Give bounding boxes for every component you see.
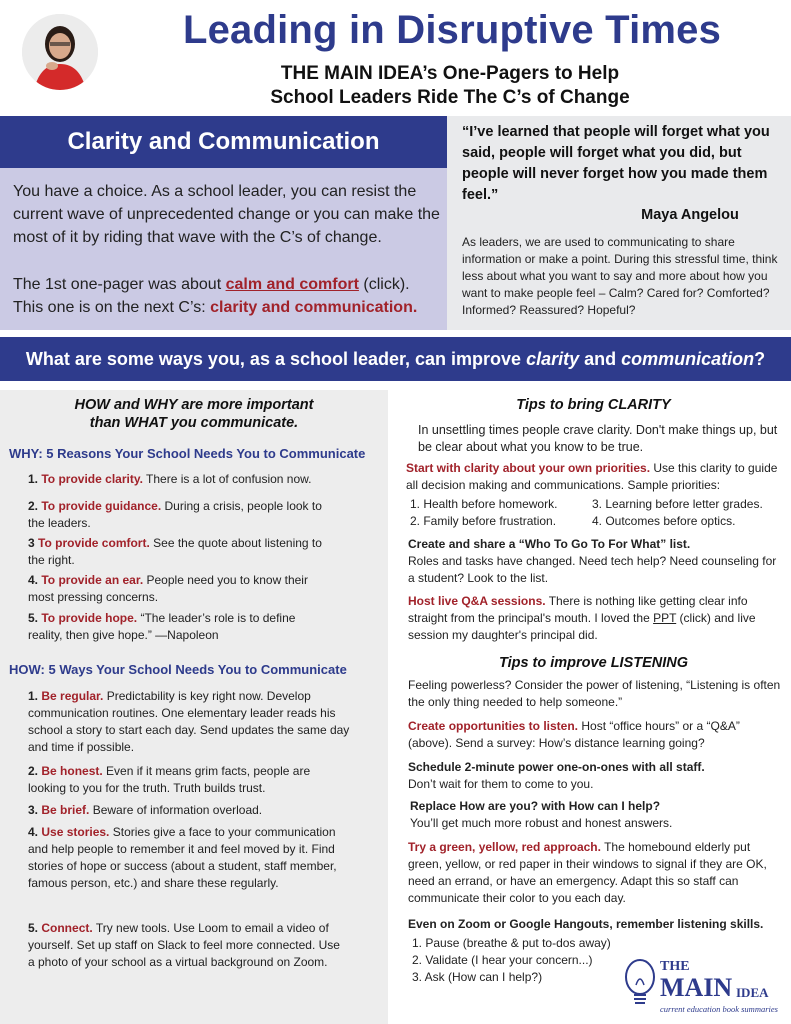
- how-item-4-label: Use stories.: [41, 825, 110, 839]
- priority-2: 2. Family before frustration.: [410, 514, 557, 528]
- priority-4: 4. Outcomes before optics.: [592, 514, 736, 528]
- logo-the: THE: [660, 959, 690, 974]
- opportunities-text: Host “office hours” or a “Q&A” (above). Send a survey: How’s distance learning going?: [408, 719, 740, 750]
- choice-paragraph: You have a choice. As a school leader, you can resist the current wave of unprecedented change or you can make the most of it by riding that wave with the C’s of change.: [13, 183, 440, 246]
- why-item-5-label: To provide hope.: [41, 611, 138, 625]
- how-item-1-label: Be regular.: [41, 689, 104, 703]
- why-item-4: [28, 572, 328, 606]
- banner-q: ?: [754, 349, 766, 369]
- main-idea-logo: [622, 955, 782, 1017]
- onepager-red: clarity and communication.: [210, 299, 418, 316]
- zoom-item-1: 1. Pause (breathe & put to-dos away): [412, 936, 611, 950]
- why-heading: WHY: 5 Reasons Your School Needs You to Communicate: [9, 446, 366, 461]
- how-item-2-num: 2.: [28, 764, 39, 778]
- traffic-light-label: Try a green, yellow, red approach.: [408, 840, 601, 854]
- why-item-5: [28, 610, 328, 644]
- priority-1: 1. Health before homework.: [410, 497, 558, 511]
- quote-author: Maya Angelou: [641, 207, 739, 223]
- right-column: [396, 390, 791, 1024]
- zoom-item-2: 2. Validate (I hear your concern...): [412, 953, 593, 967]
- page-title: Leading in Disruptive Times: [182, 8, 722, 52]
- why-item-1-text: There is a lot of confusion now.: [142, 472, 312, 486]
- how-item-5: [28, 920, 348, 971]
- why-item-1-num: 1.: [28, 472, 39, 486]
- left-heading-line-1: HOW and WHY are more important: [74, 397, 314, 413]
- opportunities-paragraph: [408, 718, 783, 752]
- why-item-2: [28, 498, 338, 532]
- banner-communication: communication: [621, 349, 755, 369]
- logo-main: MAIN: [660, 973, 733, 1002]
- onepager-paragraph: [13, 273, 441, 319]
- opportunities-label: Create opportunities to listen.: [408, 719, 579, 733]
- left-heading-line-2: than WHAT you communicate.: [89, 415, 299, 431]
- traffic-light-text: The homebound elderly put green, yellow, or red paper in their windows to signal if they are OK, need an errand, or have an emergency. Adapt this so staff can communicate their color to you each day.: [408, 840, 767, 905]
- page-subtitle: [150, 62, 750, 110]
- why-item-1-label: To provide clarity.: [41, 472, 143, 486]
- priority-3: 3. Learning before letter grades.: [592, 497, 763, 511]
- quote-body-text: As leaders, we are used to communicating to share information or make a point. During this stressful time, think less about what you want to say and more about how you want to make people feel – Calm? Cared for? Comforted? Informed? Reassured? Hopeful?: [462, 235, 778, 317]
- question-banner: [0, 337, 791, 381]
- why-item-5-num: 5.: [28, 611, 39, 625]
- banner-pre: What are some ways you, as a school leader, can improve: [25, 349, 527, 369]
- why-item-2-text: During a crisis, people look to the leaders.: [28, 499, 322, 530]
- left-heading: [0, 396, 388, 432]
- why-item-3: [28, 535, 328, 569]
- how-item-5-text: Try new tools. Use Loom to email a video of yourself. Set up staff on Slack to feel more connected. Use a photo of your school as a virtual background on Zoom.: [28, 921, 340, 969]
- schedule-text: Don’t wait for them to come to you.: [408, 777, 594, 791]
- why-item-3-num: 3: [28, 536, 35, 550]
- how-item-4-text: Stories give a face to your communication and help people to remember it and feel moved by it. Find stories of hope or success (about a student, staff member, famous person, etc.) and share these regularly.: [28, 825, 337, 890]
- why-item-1: [28, 471, 373, 488]
- qa-paragraph: [408, 593, 783, 644]
- clarity-tips-heading: Tips to bring CLARITY: [516, 397, 671, 413]
- priorities-label: Start with clarity about your own priorities.: [406, 461, 651, 475]
- listening-intro: Feeling powerless? Consider the power of listening, “Listening is often the only thing needed to help someone.”: [408, 678, 781, 709]
- banner-clarity: clarity: [526, 349, 580, 369]
- how-item-3-num: 3.: [28, 803, 39, 817]
- how-item-5-num: 5.: [28, 921, 39, 935]
- how-item-3-label: Be brief.: [41, 803, 90, 817]
- why-item-2-label: To provide guidance.: [41, 499, 162, 513]
- replace-text: You’ll get much more robust and honest answers.: [410, 816, 673, 830]
- onepager-post: (click). This one is on the next C’s:: [13, 276, 410, 316]
- zoom-heading: Even on Zoom or Google Hangouts, remember listening skills.: [408, 917, 764, 931]
- qa-label: Host live Q&A sessions.: [408, 594, 546, 608]
- clarity-heading: Clarity and Communication: [0, 116, 447, 168]
- why-item-3-label: To provide comfort.: [38, 536, 150, 550]
- qa-text-1: There is nothing like getting clear info straight from the principal's mouth. I loved the: [408, 594, 748, 625]
- replace-heading: Replace How are you? with How can I help?: [410, 799, 661, 813]
- subtitle-line-1: THE MAIN IDEA’s One-Pagers to Help: [280, 63, 620, 84]
- onepager-pre: The 1st one-pager was about: [13, 276, 226, 293]
- why-item-4-text: People need you to know their most pressing concerns.: [28, 573, 308, 604]
- clarity-intro: In unsettling times people crave clarity. Don't make things up, but be clear about what you know to be true.: [418, 423, 778, 454]
- ppt-link[interactable]: PPT: [653, 611, 677, 625]
- traffic-light-paragraph: [408, 839, 778, 907]
- author-avatar: [22, 14, 98, 90]
- logo-tagline: current education book summaries: [660, 1004, 778, 1014]
- logo-idea: IDEA: [736, 985, 769, 1000]
- schedule-heading: Schedule 2-minute power one-on-ones with all staff.: [408, 760, 705, 774]
- calm-comfort-link[interactable]: calm and comfort: [225, 276, 359, 293]
- how-item-3: [28, 802, 348, 819]
- why-item-5-text: “The leader’s role is to define reality, then give hope.” —Napoleon: [28, 611, 296, 642]
- how-item-1: [28, 688, 363, 756]
- how-item-3-text: Beware of information overload.: [89, 803, 263, 817]
- priorities-paragraph: [406, 460, 784, 494]
- qa-text-2: (click) and live session my daughter's principal did.: [408, 611, 756, 642]
- how-item-2: [28, 763, 338, 797]
- why-item-4-label: To provide an ear.: [41, 573, 144, 587]
- angelou-quote: “I’ve learned that people will forget what you said, people will forget what you did, but people will never forget how you made them feel.”: [462, 124, 770, 203]
- why-item-4-num: 4.: [28, 573, 39, 587]
- listening-tips-heading: Tips to improve LISTENING: [498, 655, 689, 671]
- how-heading: HOW: 5 Ways Your School Needs You to Communicate: [9, 662, 347, 677]
- why-item-3-text: See the quote about listening to the right.: [28, 536, 322, 567]
- why-item-2-num: 2.: [28, 499, 39, 513]
- how-item-2-text: Even if it means grim facts, people are looking to you for the truth. Truth builds trust.: [28, 764, 311, 795]
- how-item-1-text: Predictability is key right now. Develop communication routines. One elementary leader reads his school a story to start each day. Send updates the same day and time if possible.: [28, 689, 350, 754]
- how-item-4-num: 4.: [28, 825, 39, 839]
- priorities-text: Use this clarity to guide all decision making and communications. Sample priorities:: [406, 461, 778, 492]
- how-item-1-num: 1.: [28, 689, 39, 703]
- who-to-go-text: Roles and tasks have changed. Need tech help? Need counseling for a student? Look to the list.: [408, 554, 777, 585]
- banner-and: and: [579, 349, 622, 369]
- left-column: [0, 390, 388, 1024]
- who-to-go-heading: Create and share a “Who To Go To For What” list.: [408, 537, 691, 551]
- how-item-5-label: Connect.: [41, 921, 93, 935]
- subtitle-line-2: School Leaders Ride The C’s of Change: [270, 87, 630, 108]
- zoom-item-3: 3. Ask (How can I help?): [412, 970, 543, 984]
- how-item-2-label: Be honest.: [41, 764, 103, 778]
- how-item-4: [28, 824, 338, 892]
